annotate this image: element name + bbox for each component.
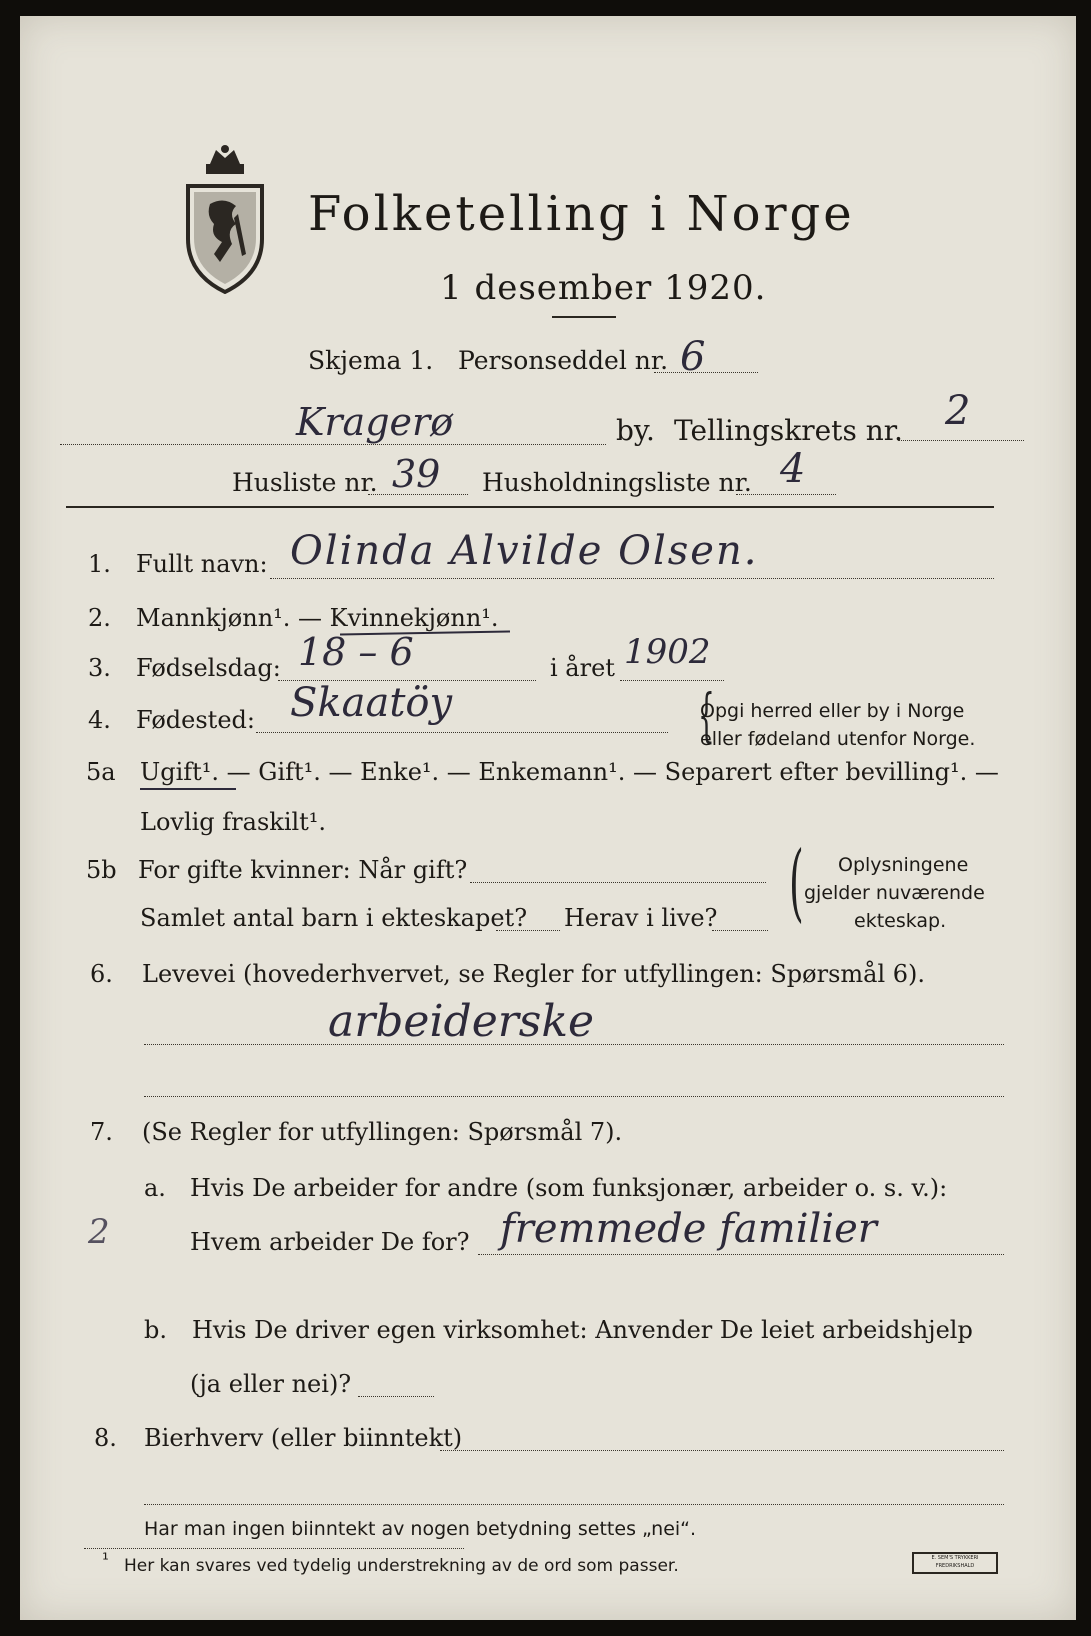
q5a-number: 5a <box>86 758 116 786</box>
q7-number: 7. <box>90 1118 113 1146</box>
footnote-text: Her kan svares ved tydelig understrekning av de ord som passer. <box>124 1556 679 1576</box>
tellingskrets-label: Tellingskrets nr. <box>674 414 903 447</box>
census-form <box>20 16 1076 1620</box>
footnote-divider <box>84 1548 464 1549</box>
q5b-brace: ( <box>789 833 804 931</box>
q5a-ugift-underline <box>140 788 236 790</box>
header-separator <box>66 506 994 508</box>
q7a-line <box>478 1254 1004 1255</box>
q3-year-label: i året <box>550 654 615 682</box>
husholdning-value[interactable]: 4 <box>780 446 806 492</box>
q5a-options-line2: Lovlig fraskilt¹. <box>140 808 327 836</box>
skjema-label: Skjema 1. <box>308 346 434 375</box>
personseddel-value[interactable]: 6 <box>680 334 706 380</box>
q6-value[interactable]: arbeiderske <box>328 996 595 1047</box>
q7b-line <box>358 1396 434 1397</box>
q5b-children-label: Samlet antal barn i ekteskapet? <box>140 904 528 932</box>
q8-number: 8. <box>94 1424 117 1452</box>
q4-brace: { <box>698 681 715 749</box>
q1-number: 1. <box>88 550 111 578</box>
by-label: by. <box>616 414 655 447</box>
form-title: Folketelling i Norge <box>308 186 855 242</box>
footnote-mark: ¹ <box>102 1550 109 1570</box>
husliste-value[interactable]: 39 <box>392 452 441 496</box>
q7a-question: Hvis De arbeider for andre (som funksjonær, arbeider o. s. v.): <box>190 1174 948 1202</box>
q6-label: Levevei (hovederhvervet, se Regler for utfyllingen: Spørsmål 6). <box>142 960 926 988</box>
q3-label: Fødselsdag: <box>136 654 281 682</box>
city-value[interactable]: Kragerø <box>296 400 454 444</box>
q5b-note-line2: gjelder nuværende <box>804 882 985 904</box>
q3-value[interactable]: 18 – 6 <box>298 630 414 674</box>
husholdning-line <box>736 494 836 495</box>
q5b-note-line1: Oplysningene <box>838 854 969 876</box>
q5b-alive-line <box>712 930 768 931</box>
husholdning-label: Husholdningsliste nr. <box>482 468 752 497</box>
q2-options: Mannkjønn¹. — Kvinnekjønn¹. <box>136 604 499 632</box>
q5b-alive-label: Herav i live? <box>564 904 718 932</box>
norway-coat-of-arms-icon <box>180 144 270 294</box>
q6-line2 <box>144 1096 1004 1097</box>
q7a-letter: a. <box>144 1174 166 1202</box>
q7-label: (Se Regler for utfyllingen: Spørsmål 7). <box>142 1118 623 1146</box>
q7b-question-line2: (ja eller nei)? <box>190 1370 352 1398</box>
q1-value[interactable]: Olinda Alvilde Olsen. <box>290 528 759 574</box>
tellingskrets-line <box>898 440 1024 441</box>
q8-label: Bierhverv (eller biinntekt) <box>144 1424 463 1452</box>
personseddel-line <box>654 372 758 373</box>
title-divider <box>552 316 616 318</box>
q7b-question: Hvis De driver egen virksomhet: Anvender De leiet arbeidshjelp <box>192 1316 973 1344</box>
q4-number: 4. <box>88 706 111 734</box>
q1-label: Fullt navn: <box>136 550 268 578</box>
q6-number: 6. <box>90 960 113 988</box>
q2-number: 2. <box>88 604 111 632</box>
census-date: 1 desember 1920. <box>440 268 767 308</box>
husliste-label: Husliste nr. <box>232 468 378 497</box>
q5b-married-line <box>470 882 766 883</box>
q8-line2 <box>144 1504 1004 1505</box>
q5b-number: 5b <box>86 856 117 884</box>
q5b-children-line <box>496 930 560 931</box>
q5a-options: Ugift¹. — Gift¹. — Enke¹. — Enkemann¹. — Separert efter bevilling¹. — <box>140 758 999 786</box>
printer-stamp: E. SEM'S TRYKKERI FREDRIKSHALD <box>912 1552 998 1574</box>
personseddel-label: Personseddel nr. <box>458 346 669 375</box>
q3-year-value[interactable]: 1902 <box>624 632 711 672</box>
q3-number: 3. <box>88 654 111 682</box>
q7a-margin-mark: 2 <box>88 1212 110 1252</box>
q5b-note-line3: ekteskap. <box>854 910 947 932</box>
q6-line1 <box>144 1044 1004 1045</box>
city-line <box>60 444 606 445</box>
tellingskrets-value[interactable]: 2 <box>945 388 971 434</box>
q8-line1 <box>440 1450 1004 1451</box>
q4-label: Fødested: <box>136 706 255 734</box>
q7a-question-line2: Hvem arbeider De for? <box>190 1228 470 1256</box>
q4-line <box>256 732 668 733</box>
q7b-letter: b. <box>144 1316 167 1344</box>
q4-note-line1: Opgi herred eller by i Norge <box>700 700 965 722</box>
q5b-label: For gifte kvinner: Når gift? <box>138 856 468 884</box>
biinntekt-note: Har man ingen biinntekt av nogen betydning settes „nei“. <box>144 1518 697 1540</box>
q4-note-line2: eller fødeland utenfor Norge. <box>700 728 976 750</box>
q4-value[interactable]: Skaatöy <box>290 680 453 726</box>
q1-line <box>270 578 994 579</box>
q7a-value[interactable]: fremmede familier <box>500 1206 877 1252</box>
